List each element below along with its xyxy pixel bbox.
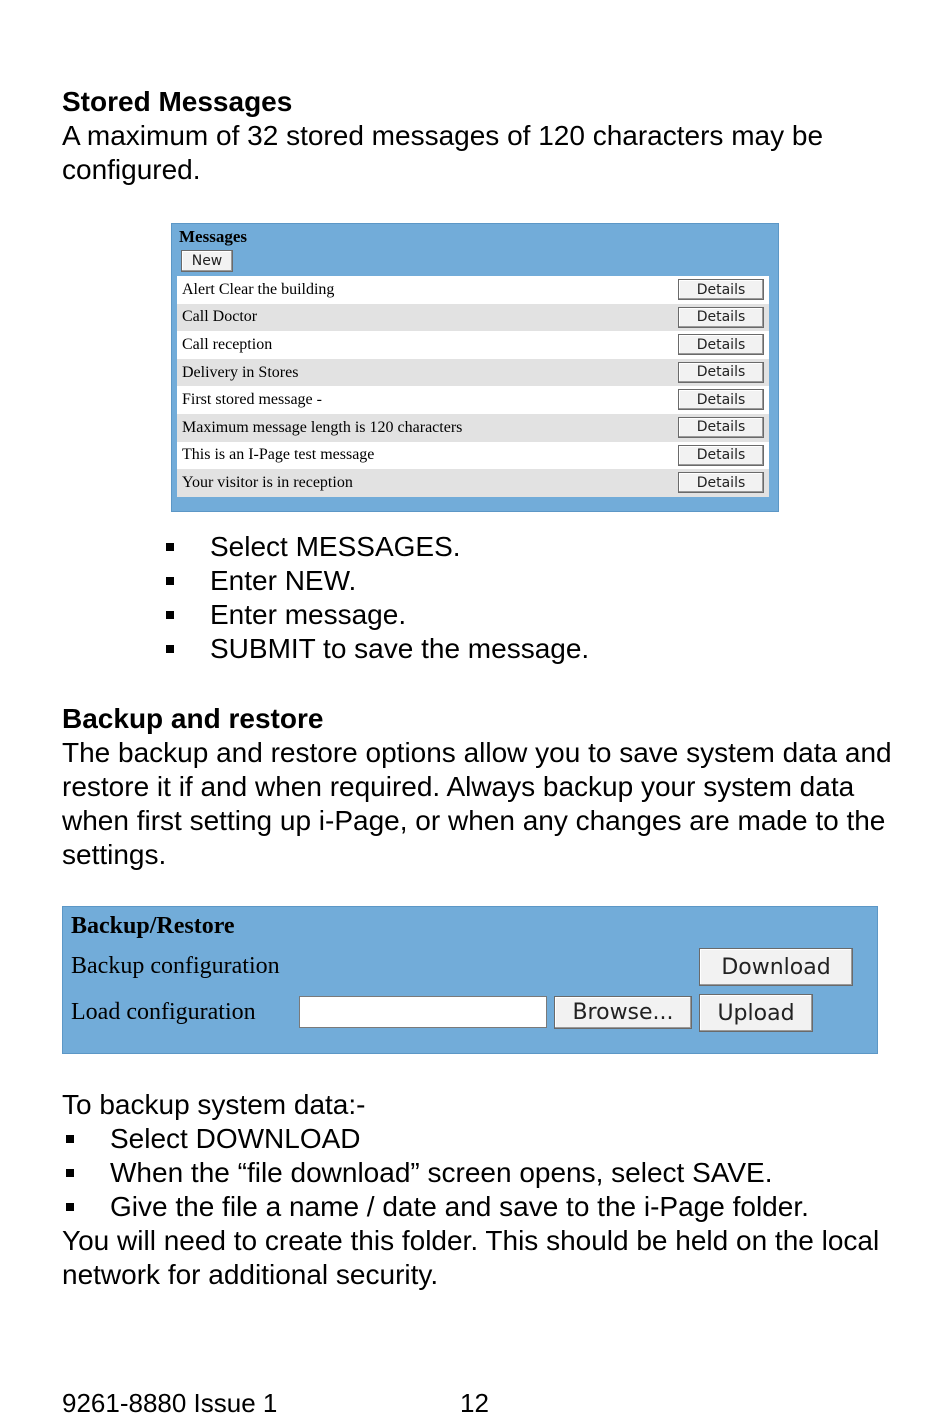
message-text: Maximum message length is 120 characters (182, 418, 463, 436)
message-text: Call Doctor (182, 308, 258, 326)
details-button[interactable]: Details (678, 417, 764, 438)
message-text: This is an I-Page test message (182, 446, 375, 464)
details-button[interactable]: Details (678, 472, 764, 493)
message-row (177, 276, 769, 304)
message-row (177, 331, 769, 359)
messages-panel-title: Messages (179, 227, 247, 246)
messages-list (177, 276, 769, 497)
message-text: Call reception (182, 335, 273, 353)
step-item: When the “file download” screen opens, select SAVE. (62, 1156, 809, 1190)
messages-steps (164, 530, 589, 666)
message-text: Delivery in Stores (182, 363, 299, 381)
message-row (177, 386, 769, 414)
load-configuration-label: Load configuration (71, 999, 256, 1025)
backup-configuration-label: Backup configuration (71, 953, 280, 979)
details-button[interactable]: Details (678, 279, 764, 300)
step-item: Enter NEW. (164, 564, 589, 598)
details-button[interactable]: Details (678, 445, 764, 466)
download-button[interactable]: Download (699, 948, 853, 986)
message-row (177, 304, 769, 332)
message-text: First stored message - (182, 391, 322, 409)
message-row (177, 469, 769, 497)
backup-intro: The backup and restore options allow you to save system data and restore it if and when required. Always backup your system data when first setting up i-Page, or when any changes are made to the settings. (62, 737, 892, 870)
details-button[interactable]: Details (678, 307, 764, 328)
details-button[interactable]: Details (678, 334, 764, 355)
message-row (177, 442, 769, 470)
file-path-input[interactable] (299, 996, 547, 1028)
backup-panel-title: Backup/Restore (71, 913, 235, 939)
backup-lead: To backup system data:- (62, 1089, 366, 1120)
message-text: Alert Clear the building (182, 280, 335, 298)
backup-restore-panel (62, 906, 878, 1054)
message-row (177, 359, 769, 387)
page-number: 12 (460, 1388, 489, 1418)
stored-messages-intro: A maximum of 32 stored messages of 120 characters may be configured. (62, 120, 824, 185)
details-button[interactable]: Details (678, 362, 764, 383)
backup-closing: You will need to create this folder. This should be held on the local network for additional security. (62, 1225, 880, 1290)
backup-heading: Backup and restore (62, 703, 324, 734)
message-row (177, 414, 769, 442)
stored-messages-heading: Stored Messages (62, 86, 293, 117)
step-item: SUBMIT to save the message. (164, 632, 589, 666)
step-item: Select MESSAGES. (164, 530, 589, 564)
step-item: Enter message. (164, 598, 589, 632)
browse-button[interactable]: Browse... (554, 996, 692, 1029)
message-text: Your visitor is in reception (182, 473, 353, 491)
step-item: Select DOWNLOAD (62, 1122, 809, 1156)
messages-panel (171, 223, 779, 512)
new-message-button[interactable]: New (181, 250, 233, 272)
step-item: Give the file a name / date and save to the i-Page folder. (62, 1190, 809, 1224)
upload-button[interactable]: Upload (699, 994, 813, 1032)
backup-steps (62, 1122, 809, 1224)
document-id: 9261-8880 Issue 1 (62, 1388, 278, 1418)
details-button[interactable]: Details (678, 389, 764, 410)
